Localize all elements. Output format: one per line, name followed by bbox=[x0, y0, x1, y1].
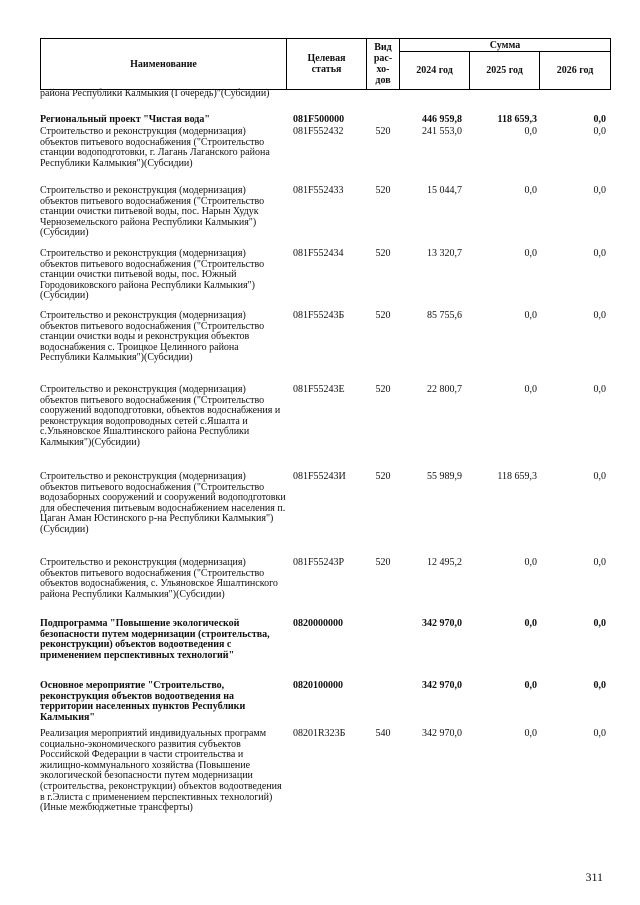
row-value-2024: 342 970,0 bbox=[422, 680, 462, 691]
row-vid: 520 bbox=[375, 310, 391, 321]
header-year-2024: 2024 год bbox=[400, 52, 470, 90]
row-vid: 520 bbox=[375, 384, 391, 395]
table-body bbox=[40, 89, 610, 853]
row-code: 08201R323Б bbox=[293, 728, 346, 739]
row-vid: 520 bbox=[375, 557, 391, 568]
row-name: Строительство и реконструкция (модернизация) объектов питьевого водоснабжения ("Строительство водозаборных сооружений и сооружений водоподготовки для обеспечения питьевым водоснабжением населения п. Цаган Аман Юстинского р-на Республики Калмыкия")(Субсидии) bbox=[40, 471, 286, 535]
header-vid-line2: рас- bbox=[373, 53, 393, 64]
row-name: Строительство и реконструкция (модернизация) объектов питьевого водоснабжения ("Строительство станции очистки питьевой воды, пос. Южный Городовиковского района Республики Калмыкия")(Субсидии) bbox=[40, 248, 265, 302]
row-value-2025: 0,0 bbox=[524, 310, 537, 321]
row-value-2026: 0,0 bbox=[593, 680, 606, 691]
header-vid-line3: хо- bbox=[376, 64, 390, 75]
row-name: района Республики Калмыкия (I очередь)"(Субсидии) bbox=[40, 88, 270, 99]
row-name: Строительство и реконструкция (модернизация) объектов питьевого водоснабжения ("Строительство станции очистки воды и реконструкция объектов водоснабжения с. Троицкое Целинного района Республики Калмыкия")(Субсидии) bbox=[40, 310, 265, 364]
header-year-2025: 2025 год bbox=[470, 52, 540, 90]
header-vid-line4: дов bbox=[375, 75, 391, 86]
row-name: Строительство и реконструкция (модернизация) объектов питьевого водоснабжения ("Строительство станции очистки питьевой воды, пос. Нарын Худук Черноземельского района Республики Калмыкия")(Субсидии) bbox=[40, 185, 265, 239]
row-code: 081F552434 bbox=[293, 248, 344, 259]
row-value-2025: 118 659,3 bbox=[497, 471, 537, 482]
row-name: Строительство и реконструкция (модернизация) объектов питьевого водоснабжения ("Строительство станции водоподготовки, г. Лагань Лаганского района Республики Калмыкия")(Субсидии) bbox=[40, 126, 270, 169]
header-year-2026: 2026 год bbox=[540, 52, 611, 90]
row-code: 0820000000 bbox=[293, 618, 343, 629]
row-value-2026: 0,0 bbox=[593, 557, 606, 568]
row-name: Строительство и реконструкция (модернизация) объектов питьевого водоснабжения ("Строительство объектов водоснабжения, с. Ульяновское Яшалтинского района Республики Калмыкия")(Субсидии) bbox=[40, 557, 278, 600]
row-name: Подпрограмма "Повышение экологической безопасности путем модернизации (строительства, реконструкции) объектов водоотведения с применением перспективных технологий" bbox=[40, 618, 270, 661]
row-code: 081F55243Р bbox=[293, 557, 345, 568]
table-row bbox=[40, 385, 610, 472]
row-value-2025: 0,0 bbox=[524, 618, 537, 629]
row-value-2024: 22 800,7 bbox=[427, 384, 462, 395]
row-value-2026: 0,0 bbox=[593, 114, 606, 125]
row-value-2024: 55 989,9 bbox=[427, 471, 462, 482]
row-value-2025: 118 659,3 bbox=[497, 114, 537, 125]
row-code: 0820100000 bbox=[293, 680, 343, 691]
header-expense-type bbox=[367, 39, 400, 90]
row-value-2024: 342 970,0 bbox=[422, 728, 462, 739]
table-row bbox=[40, 619, 610, 681]
row-value-2026: 0,0 bbox=[593, 384, 606, 395]
row-value-2025: 0,0 bbox=[524, 680, 537, 691]
row-value-2025: 0,0 bbox=[524, 248, 537, 259]
row-value-2024: 446 959,8 bbox=[422, 114, 462, 125]
row-code: 081F55243И bbox=[293, 471, 346, 482]
row-value-2024: 12 495,2 bbox=[427, 557, 462, 568]
row-value-2026: 0,0 bbox=[593, 248, 606, 259]
row-value-2024: 85 755,6 bbox=[427, 310, 462, 321]
row-vid: 520 bbox=[375, 185, 391, 196]
row-value-2026: 0,0 bbox=[593, 471, 606, 482]
header-sum: Сумма bbox=[400, 39, 611, 52]
header-target-line1: Целевая bbox=[307, 53, 346, 64]
header-vid-line1: Вид bbox=[374, 42, 392, 53]
table-row bbox=[40, 186, 610, 249]
row-name: Региональный проект "Чистая вода" bbox=[40, 114, 210, 125]
row-vid: 540 bbox=[375, 728, 391, 739]
row-vid: 520 bbox=[375, 471, 391, 482]
row-value-2026: 0,0 bbox=[593, 310, 606, 321]
row-name: Основное мероприятие "Строительство, реконструкция объектов водоотведения на территории населенных пунктов Республики Калмыкия" bbox=[40, 680, 246, 723]
row-name: Реализация мероприятий индивидуальных программ социально-экономического развития субъектов Российской Федерации в части строительства и жилищно-коммунального хозяйства (Повышение экологической безопасности путем модернизации (строительства, реконструкции) объектов водоотведения в г.Элиста с применением перспективных технологий)(Иные межбюджетные трансферты) bbox=[40, 728, 282, 814]
row-vid: 520 bbox=[375, 126, 391, 137]
table-header bbox=[40, 38, 611, 90]
row-value-2025: 0,0 bbox=[524, 126, 537, 137]
row-name: Строительство и реконструкция (модернизация) объектов питьевого водоснабжения ("Строительство сооружений водоподготовки, объектов водоснабжения и реконструкция водопроводных сетей с.Яшалта и с.Ульяновское Яшалтинского района Республики Калмыкия")(Субсидии) bbox=[40, 384, 281, 448]
row-value-2026: 0,0 bbox=[593, 185, 606, 196]
row-value-2026: 0,0 bbox=[593, 728, 606, 739]
header-name: Наименование bbox=[41, 39, 287, 90]
table-row bbox=[40, 89, 610, 115]
row-value-2024: 342 970,0 bbox=[422, 618, 462, 629]
header-target-article bbox=[287, 39, 367, 90]
row-vid: 520 bbox=[375, 248, 391, 259]
row-code: 081F552432 bbox=[293, 126, 344, 137]
row-code: 081F552433 bbox=[293, 185, 344, 196]
row-value-2025: 0,0 bbox=[524, 557, 537, 568]
row-value-2024: 241 553,0 bbox=[422, 126, 462, 137]
row-code: 081F55243Б bbox=[293, 310, 345, 321]
table-row bbox=[40, 472, 610, 558]
row-value-2026: 0,0 bbox=[593, 126, 606, 137]
row-value-2026: 0,0 bbox=[593, 618, 606, 629]
table-row bbox=[40, 558, 610, 619]
table-row bbox=[40, 249, 610, 311]
header-target-line2: статья bbox=[311, 64, 342, 75]
table-row bbox=[40, 681, 610, 729]
row-value-2024: 15 044,7 bbox=[427, 185, 462, 196]
table-row bbox=[40, 729, 610, 853]
table-row bbox=[40, 311, 610, 385]
row-value-2024: 13 320,7 bbox=[427, 248, 462, 259]
row-code: 081F55243Е bbox=[293, 384, 345, 395]
row-value-2025: 0,0 bbox=[524, 384, 537, 395]
row-value-2025: 0,0 bbox=[524, 728, 537, 739]
table-row bbox=[40, 127, 610, 186]
row-code: 081F500000 bbox=[293, 114, 345, 125]
row-value-2025: 0,0 bbox=[524, 185, 537, 196]
page-number: 311 bbox=[585, 870, 603, 884]
